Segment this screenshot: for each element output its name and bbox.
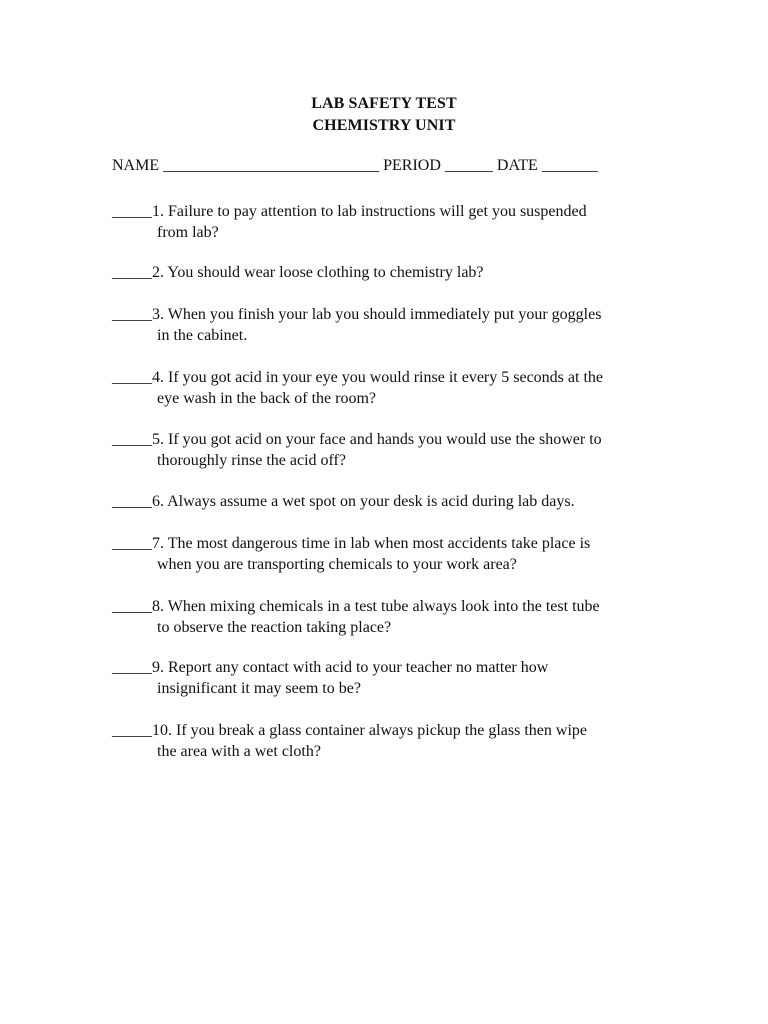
- question-text: 4. If you got acid in your eye you would rinse it every 5 seconds at the: [152, 369, 603, 386]
- student-info-line: NAME ___________________________ PERIOD ______ DATE _______: [112, 157, 598, 174]
- question-item: [112, 201, 672, 243]
- answer-blank[interactable]: _____: [112, 659, 152, 676]
- answer-blank[interactable]: _____: [112, 203, 152, 220]
- question-text: 6. Always assume a wet spot on your desk is acid during lab days.: [152, 493, 575, 510]
- question-text-continued: in the cabinet.: [157, 327, 248, 344]
- question-item: [112, 304, 672, 346]
- question-item: [112, 657, 672, 699]
- question-text-continued: from lab?: [157, 224, 219, 241]
- answer-blank[interactable]: _____: [112, 306, 152, 323]
- question-text: 7. The most dangerous time in lab when most accidents take place is: [152, 535, 591, 552]
- document-title: LAB SAFETY TEST: [311, 95, 457, 112]
- question-text: 5. If you got acid on your face and hands you would use the shower to: [152, 431, 602, 448]
- question-text-continued: when you are transporting chemicals to your work area?: [157, 556, 517, 573]
- document-subtitle: CHEMISTRY UNIT: [312, 117, 456, 134]
- question-text-continued: thoroughly rinse the acid off?: [157, 452, 346, 469]
- answer-blank[interactable]: _____: [112, 493, 152, 510]
- question-item: [112, 262, 672, 283]
- answer-blank[interactable]: _____: [112, 264, 152, 281]
- question-text: 2. You should wear loose clothing to chemistry lab?: [152, 264, 484, 281]
- question-item: [112, 596, 672, 638]
- question-text: 8. When mixing chemicals in a test tube always look into the test tube: [152, 598, 600, 615]
- question-item: [112, 720, 672, 762]
- question-text-continued: insignificant it may seem to be?: [157, 680, 361, 697]
- question-text-continued: to observe the reaction taking place?: [157, 619, 392, 636]
- question-text: 3. When you finish your lab you should immediately put your goggles: [152, 306, 602, 323]
- question-text-continued: the area with a wet cloth?: [157, 743, 321, 760]
- question-text: 9. Report any contact with acid to your teacher no matter how: [152, 659, 549, 676]
- answer-blank[interactable]: _____: [112, 535, 152, 552]
- question-text: 1. Failure to pay attention to lab instructions will get you suspended: [152, 203, 587, 220]
- question-text: 10. If you break a glass container always pickup the glass then wipe: [152, 722, 587, 739]
- answer-blank[interactable]: _____: [112, 369, 152, 386]
- answer-blank[interactable]: _____: [112, 598, 152, 615]
- answer-blank[interactable]: _____: [112, 722, 152, 739]
- question-item: [112, 533, 672, 575]
- question-item: [112, 491, 672, 512]
- question-text-continued: eye wash in the back of the room?: [157, 390, 377, 407]
- question-item: [112, 429, 672, 471]
- question-item: [112, 367, 672, 409]
- answer-blank[interactable]: _____: [112, 431, 152, 448]
